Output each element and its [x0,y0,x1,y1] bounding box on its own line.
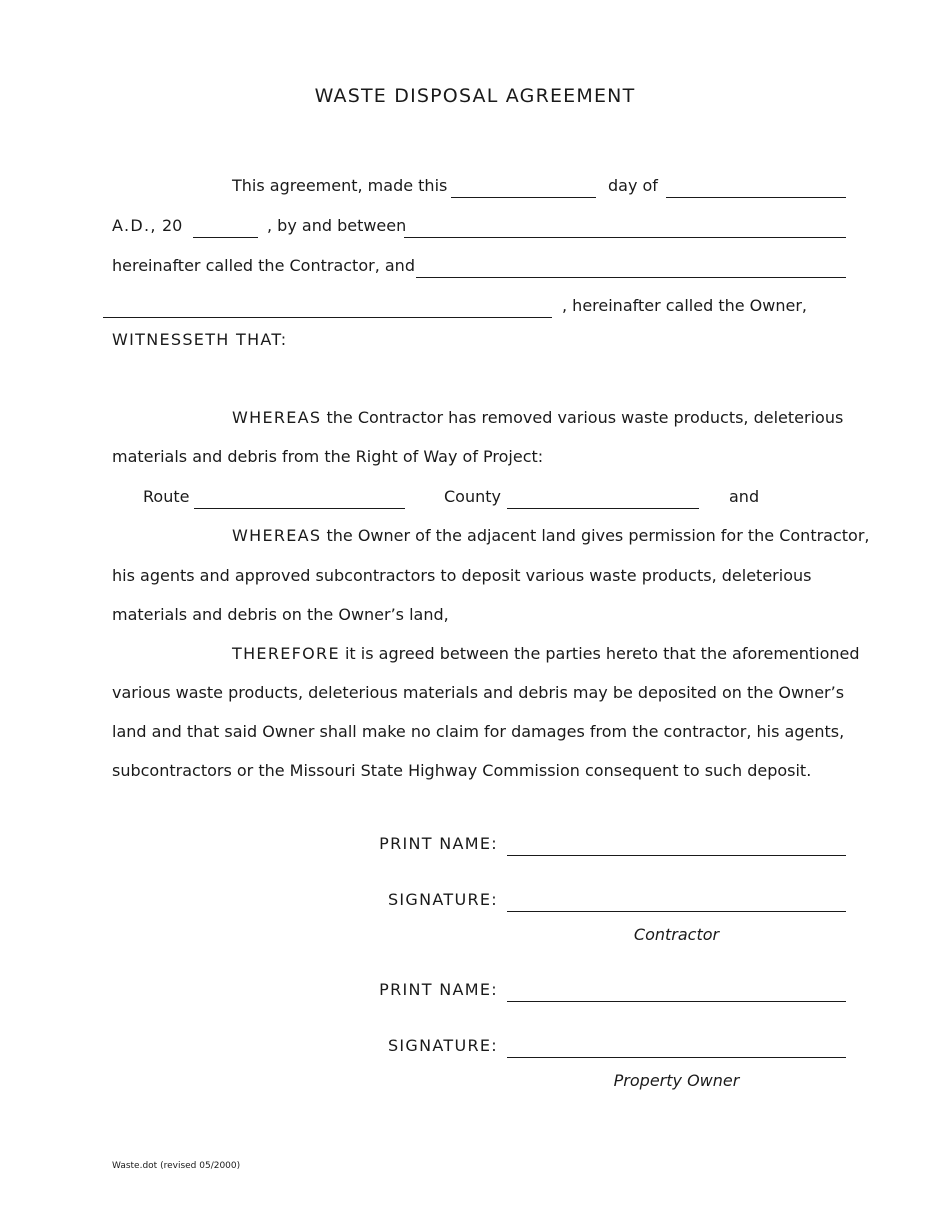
para2-line1-text: the Owner of the adjacent land gives permission for the Contractor, [326,526,870,545]
para2-line1 [232,528,870,544]
intro-year-prefix: 20 [162,216,183,235]
page-title: WASTE DISPOSAL AGREEMENT [314,85,636,107]
contractor-print-name-field[interactable] [507,855,846,856]
para3-line4: subcontractors or the Missouri State Highway Commission consequent to such deposit. [112,761,812,780]
route-blank[interactable] [194,508,405,509]
para2-line3: materials and debris on the Owner’s land, [112,605,449,624]
route-and-label: and [729,487,760,506]
owner-name-blank-2[interactable] [103,317,552,318]
contractor-caption: Contractor [633,925,720,944]
para1-line1 [232,410,843,426]
intro-owner-called: , hereinafter called the Owner, [562,296,807,315]
witnesseth-heading: WITNESSETH THAT: [112,330,288,349]
contractor-print-name-label: PRINT NAME: [379,834,498,853]
para2-keyword: WHEREAS [232,526,322,545]
owner-print-name-field[interactable] [507,1001,846,1002]
owner-signature-field[interactable] [507,1057,846,1058]
day-blank[interactable] [451,197,596,198]
para3-line3: land and that said Owner shall make no claim for damages from the contractor, his agents, [112,722,845,741]
para3-line1 [232,646,860,662]
route-label: Route [143,487,190,506]
para1-keyword: WHEREAS [232,408,322,427]
contractor-signature-label: SIGNATURE: [387,890,498,909]
owner-caption: Property Owner [613,1071,740,1090]
footer-revision: Waste.dot (revised 05/2000) [112,1161,241,1171]
intro-contractor-called: hereinafter called the Contractor, and [112,256,415,275]
year-blank[interactable] [193,237,258,238]
intro-by-and-between: , by and between [267,216,407,235]
contractor-signature-field[interactable] [507,911,846,912]
para3-line1-text: it is agreed between the parties hereto that the aforementioned [344,644,860,663]
county-blank[interactable] [507,508,699,509]
owner-name-blank[interactable] [416,277,846,278]
para1-line2: materials and debris from the Right of Way of Project: [112,447,544,466]
intro-made-this: This agreement, made this [232,176,448,195]
month-blank[interactable] [666,197,846,198]
para1-line1-text: the Contractor has removed various waste products, deleterious [326,408,844,427]
intro-day-of: day of [608,176,658,195]
county-label: County [444,487,501,506]
contractor-name-blank[interactable] [404,237,846,238]
owner-signature-label: SIGNATURE: [387,1036,498,1055]
para3-line2: various waste products, deleterious materials and debris may be deposited on the Owner’s [112,683,845,702]
intro-ad: A.D., [112,216,157,235]
owner-print-name-label: PRINT NAME: [379,980,498,999]
para3-keyword: THEREFORE [232,644,340,663]
para2-line2: his agents and approved subcontractors to deposit various waste products, deleterious [112,566,812,585]
